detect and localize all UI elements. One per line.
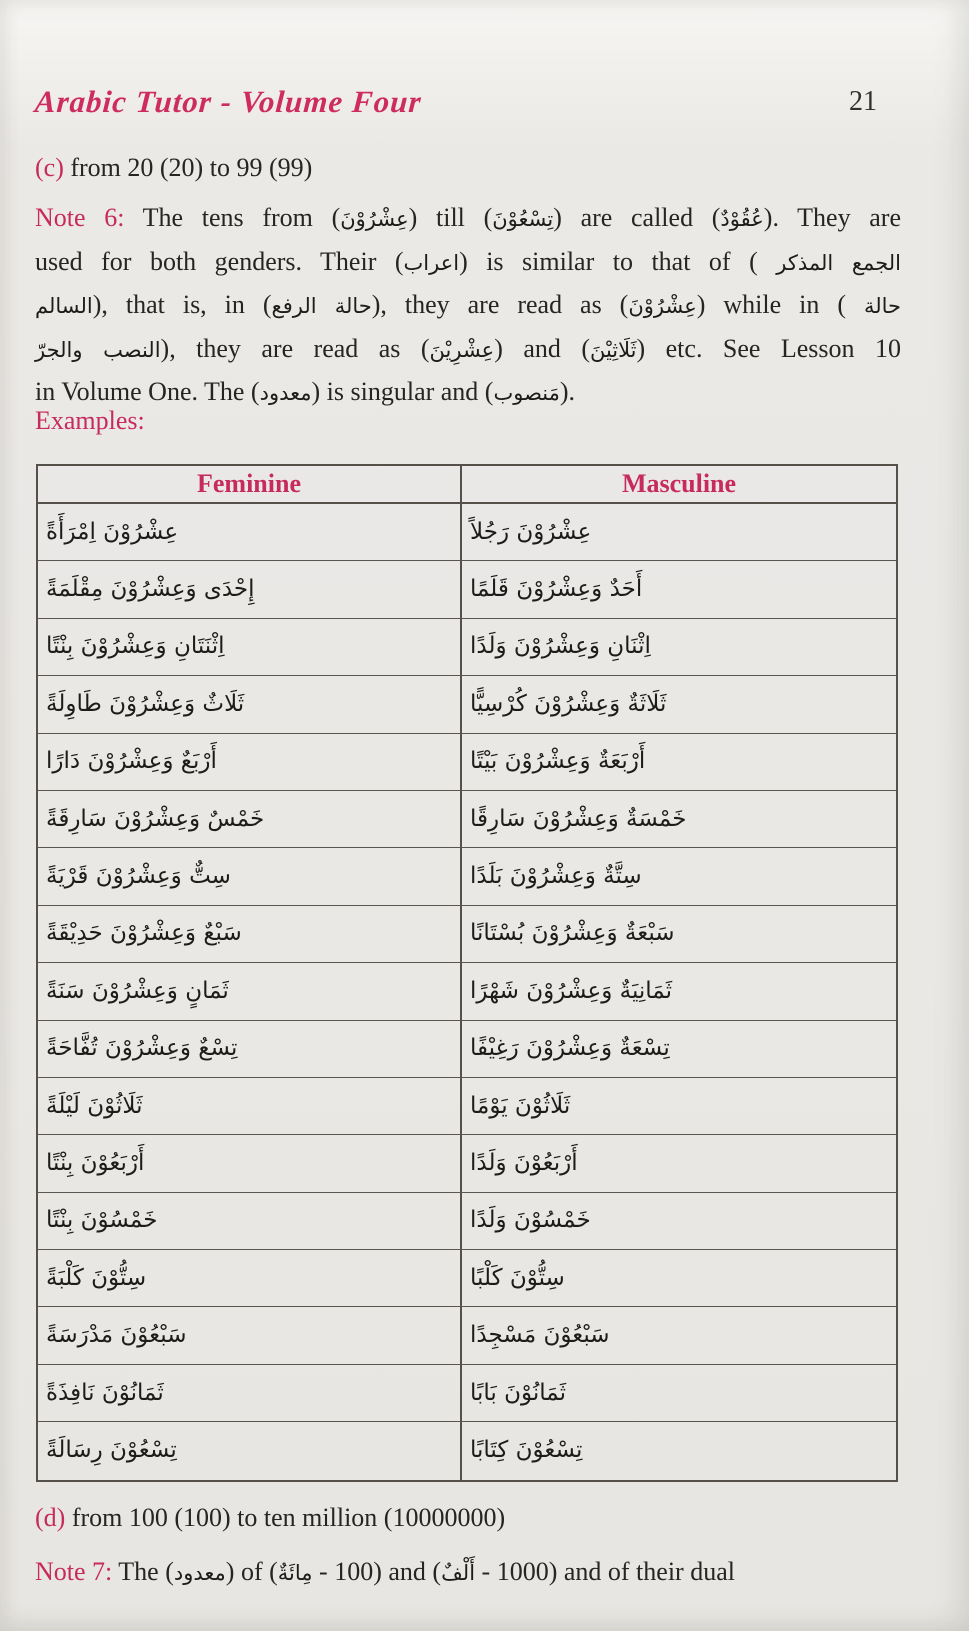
arabic-phrase: مَنصوب bbox=[493, 381, 560, 405]
table-cell-masculine bbox=[462, 791, 896, 847]
note6-line bbox=[35, 240, 901, 284]
table-cell-feminine bbox=[38, 1021, 462, 1077]
arabic-phrase: اعراب bbox=[403, 250, 460, 275]
table-cell-masculine bbox=[462, 906, 896, 962]
table-cell-feminine bbox=[38, 619, 462, 675]
table-cell-feminine bbox=[38, 1422, 462, 1479]
arabic-phrase: عِشْرِيْنَ bbox=[429, 337, 495, 362]
arabic-phrase: أَرْبَعُوْنَ بِنْتًا bbox=[46, 1149, 145, 1176]
note7-line bbox=[35, 1552, 905, 1593]
arabic-phrase: خَمْسٌ وَعِشْرُوْنَ سَارِقَةً bbox=[46, 805, 265, 832]
text-run: ), that is, in ( bbox=[92, 290, 272, 319]
note6-line bbox=[35, 283, 901, 327]
accent-label: Note 6: bbox=[35, 203, 125, 232]
text-run: ). bbox=[559, 377, 576, 406]
text-run: ) while in ( bbox=[696, 290, 864, 319]
arabic-phrase: اِثْنَتَانِ وَعِشْرُوْنَ بِنْتًا bbox=[46, 633, 225, 660]
arabic-phrase: الجمع المذكر bbox=[776, 250, 901, 275]
table-cell-masculine bbox=[462, 504, 896, 560]
table-cell-feminine bbox=[38, 504, 462, 560]
text-run: - 100) and ( bbox=[312, 1557, 442, 1586]
arabic-phrase: مِائَةٌ bbox=[277, 1561, 313, 1585]
table-cell-masculine bbox=[462, 963, 896, 1019]
table-row bbox=[38, 504, 896, 561]
page-number: 21 bbox=[849, 86, 877, 117]
text-run: ) till ( bbox=[408, 203, 493, 232]
table-row bbox=[38, 1135, 896, 1192]
arabic-phrase: أَرْبَعُوْنَ وَلَدًا bbox=[470, 1149, 578, 1176]
table-cell-feminine bbox=[38, 1193, 462, 1249]
table-row bbox=[38, 1193, 896, 1250]
arabic-phrase: سَبْعٌ وَعِشْرُوْنَ حَدِيْقَةً bbox=[46, 920, 242, 947]
note6-line bbox=[35, 196, 901, 240]
book-title: Arabic Tutor - Volume Four bbox=[33, 84, 423, 119]
table-cell-feminine bbox=[38, 848, 462, 904]
arabic-phrase: تِسْعُوْنَ رِسَالَةً bbox=[46, 1437, 177, 1464]
arabic-phrase: سِتٌّ وَعِشْرُوْنَ قَرْيَةً bbox=[46, 863, 231, 890]
table-row bbox=[38, 561, 896, 618]
table-cell-masculine bbox=[462, 1307, 896, 1363]
arabic-phrase: خَمْسُوْنَ بِنْتًا bbox=[46, 1207, 158, 1234]
table-cell-masculine bbox=[462, 1135, 896, 1191]
examples-table bbox=[36, 464, 898, 1482]
table-cell-masculine bbox=[462, 1250, 896, 1306]
arabic-phrase: تِسْعَةٌ وَعِشْرُوْنَ رَغِيْفًا bbox=[470, 1035, 670, 1062]
arabic-phrase: ثَلَاثُوْنَ لَيْلَةً bbox=[46, 1092, 143, 1119]
arabic-phrase: أَلْفٌ bbox=[441, 1561, 476, 1585]
arabic-phrase: أَرْبَعٌ وَعِشْرُوْنَ دَارًا bbox=[46, 748, 217, 775]
arabic-phrase: سَبْعُوْنَ مَسْجِدًا bbox=[470, 1322, 610, 1349]
table-row bbox=[38, 1422, 896, 1479]
table-row bbox=[38, 619, 896, 676]
table-cell-feminine bbox=[38, 963, 462, 1019]
text-run: ) etc. See Lesson 10 bbox=[636, 333, 901, 363]
table-row bbox=[38, 1307, 896, 1364]
arabic-phrase: أَرْبَعَةٌ وَعِشْرُوْنَ بَيْتًا bbox=[470, 748, 646, 775]
text-run: ) of ( bbox=[225, 1557, 278, 1586]
table-cell-feminine bbox=[38, 561, 462, 617]
arabic-phrase: خَمْسُوْنَ وَلَدًا bbox=[470, 1207, 591, 1234]
arabic-phrase: إِحْدَى وَعِشْرُوْنَ مِقْلَمَةً bbox=[46, 576, 255, 603]
table-cell-masculine bbox=[462, 1365, 896, 1421]
table-cell-masculine bbox=[462, 1021, 896, 1077]
arabic-phrase: عُقُوْدٌ bbox=[720, 207, 764, 231]
section-d-heading bbox=[35, 1498, 905, 1538]
table-header-masculine: Masculine bbox=[621, 469, 737, 498]
text-run: ), they are read as ( bbox=[371, 290, 629, 319]
arabic-phrase: ثَلَاثُوْنَ يَوْمًا bbox=[470, 1092, 571, 1119]
table-cell-feminine bbox=[38, 676, 462, 732]
arabic-phrase: معدود bbox=[259, 381, 312, 405]
text-run: ) are called ( bbox=[553, 203, 721, 232]
table-cell-masculine bbox=[462, 734, 896, 790]
arabic-phrase: تِسْعُوْنَ كِتَابًا bbox=[470, 1437, 583, 1464]
table-row bbox=[38, 676, 896, 733]
table-header-feminine: Feminine bbox=[38, 466, 462, 502]
arabic-phrase: السالم bbox=[35, 294, 93, 318]
note6-paragraph bbox=[35, 196, 901, 414]
arabic-phrase: سَبْعَةٌ وَعِشْرُوْنَ بُسْتَانًا bbox=[470, 920, 675, 947]
table-cell-feminine bbox=[38, 1365, 462, 1421]
text-run: ). They are bbox=[763, 203, 901, 232]
table-row bbox=[38, 1365, 896, 1422]
arabic-phrase: اِثْنَانِ وَعِشْرُوْنَ وَلَدًا bbox=[470, 633, 651, 660]
arabic-phrase: أَحَدٌ وَعِشْرُوْنَ قَلَمًا bbox=[470, 576, 643, 603]
table-cell-masculine bbox=[462, 848, 896, 904]
arabic-phrase: تِسْعُوْنَ bbox=[492, 207, 554, 231]
arabic-phrase: ثَمَانِيَةٌ وَعِشْرُوْنَ شَهْرًا bbox=[470, 977, 672, 1004]
text-run: used for both genders. Their ( bbox=[35, 246, 404, 276]
table-header-row bbox=[38, 466, 896, 504]
table-row bbox=[38, 1250, 896, 1307]
text-run: from 20 (20) to 99 (99) bbox=[63, 153, 313, 182]
text-run: in Volume One. The ( bbox=[35, 377, 260, 406]
accent-label: (d) bbox=[35, 1503, 66, 1532]
table-row bbox=[38, 1021, 896, 1078]
arabic-phrase: عِشْرُوْنَ bbox=[628, 294, 697, 318]
table-row bbox=[38, 791, 896, 848]
text-run: The tens from ( bbox=[124, 203, 341, 232]
text-run: from 100 (100) to ten million (10000000) bbox=[65, 1503, 506, 1532]
examples-label: Examples: bbox=[35, 406, 145, 435]
table-cell-masculine bbox=[462, 561, 896, 617]
table-row bbox=[38, 906, 896, 963]
arabic-phrase: ثَمَانُوْنَ بَابًا bbox=[470, 1379, 567, 1406]
arabic-phrase: سِتَّةٌ وَعِشْرُوْنَ بَلَدًا bbox=[470, 863, 642, 890]
table-row bbox=[38, 848, 896, 905]
arabic-phrase: حالة bbox=[863, 294, 902, 318]
arabic-phrase: ثَلَاثَةٌ وَعِشْرُوْنَ كُرْسِيًّا bbox=[470, 690, 667, 717]
arabic-phrase: سَبْعُوْنَ مَدْرَسَةً bbox=[46, 1322, 187, 1349]
arabic-phrase: ثَمَانُوْنَ نَافِذَةً bbox=[46, 1379, 164, 1406]
note6-line bbox=[35, 327, 901, 371]
arabic-phrase: خَمْسَةٌ وَعِشْرُوْنَ سَارِقًا bbox=[470, 805, 687, 832]
arabic-phrase: سِتُّوْنَ كَلْبًا bbox=[470, 1264, 565, 1291]
table-cell-masculine bbox=[462, 1422, 896, 1479]
accent-label: Note 7: bbox=[35, 1557, 113, 1586]
text-run: ) is similar to that of ( bbox=[459, 246, 777, 276]
arabic-phrase: عِشْرُوْنَ اِمْرَأَةً bbox=[46, 518, 179, 545]
table-cell-feminine bbox=[38, 1078, 462, 1134]
arabic-phrase: سِتُّوْنَ كَلْبَةً bbox=[46, 1264, 147, 1291]
text-run: - 1000) and of their dual bbox=[475, 1557, 735, 1586]
note6-line bbox=[35, 370, 901, 414]
table-row bbox=[38, 1078, 896, 1135]
text-run: ) is singular and ( bbox=[311, 377, 494, 406]
arabic-phrase: النصب والجرّ bbox=[35, 337, 161, 362]
arabic-phrase: تِسْعٌ وَعِشْرُوْنَ تُفَّاحَةً bbox=[46, 1035, 238, 1062]
table-row bbox=[38, 734, 896, 791]
table-cell-feminine bbox=[38, 906, 462, 962]
table-cell-feminine bbox=[38, 734, 462, 790]
table-cell-masculine bbox=[462, 676, 896, 732]
table-cell-feminine bbox=[38, 791, 462, 847]
table-cell-masculine bbox=[462, 1193, 896, 1249]
arabic-phrase: عِشْرُوْنَ رَجُلاً bbox=[470, 518, 592, 545]
table-body bbox=[38, 504, 896, 1480]
arabic-phrase: حالة الرفع bbox=[271, 294, 372, 318]
section-c-heading bbox=[35, 148, 905, 188]
arabic-phrase: معدود bbox=[173, 1561, 226, 1585]
table-cell-feminine bbox=[38, 1135, 462, 1191]
arabic-phrase: ثَمَانٍ وَعِشْرُوْنَ سَنَةً bbox=[46, 977, 229, 1004]
accent-label: (c) bbox=[35, 153, 64, 182]
table-cell-feminine bbox=[38, 1250, 462, 1306]
arabic-phrase: عِشْرُوْنَ bbox=[340, 207, 409, 231]
text-run: ) and ( bbox=[494, 333, 590, 363]
table-row bbox=[38, 963, 896, 1020]
arabic-phrase: ثَلَاثِيْنَ bbox=[589, 337, 637, 362]
table-cell-masculine bbox=[462, 619, 896, 675]
table-cell-masculine bbox=[462, 1078, 896, 1134]
table-cell-feminine bbox=[38, 1307, 462, 1363]
arabic-phrase: ثَلَاثٌ وَعِشْرُوْنَ طَاوِلَةً bbox=[46, 690, 245, 717]
text-run: ), they are read as ( bbox=[160, 333, 430, 363]
text-run: The ( bbox=[112, 1557, 174, 1586]
